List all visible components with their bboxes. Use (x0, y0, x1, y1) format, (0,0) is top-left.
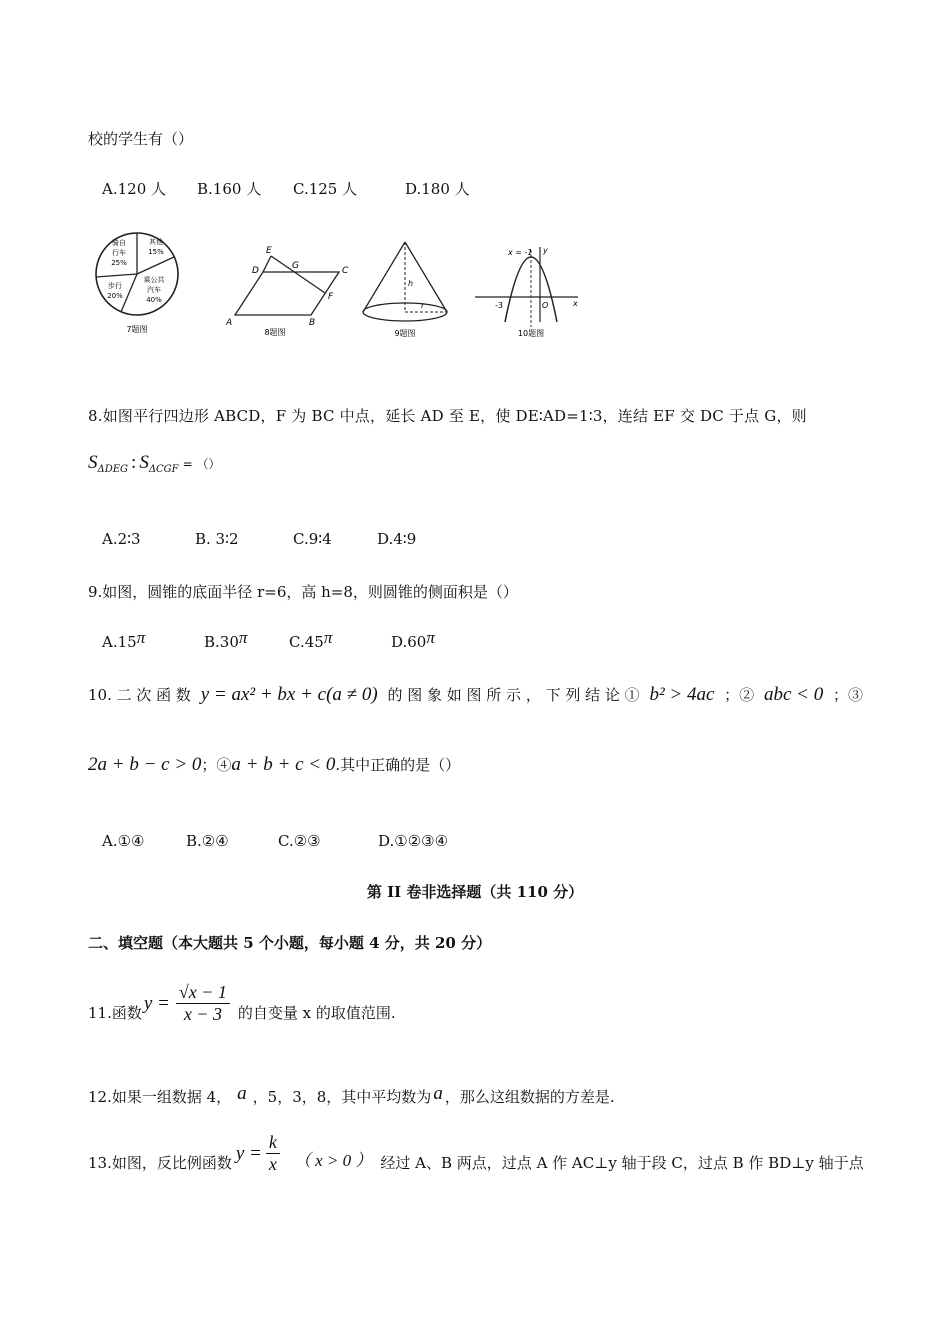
q10-line2 (88, 754, 460, 776)
q10-sep-2: ；② (724, 686, 755, 704)
q10-formula: y = ax² + bx + c(a ≠ 0) (200, 684, 378, 705)
pie-label-other-1: 其他 (149, 238, 163, 246)
q10-conclusion-1: b² > 4ac (649, 684, 715, 705)
pie-label-other-2: 15% (148, 248, 164, 256)
cone-figure (363, 242, 447, 338)
minus3-label: -3 (495, 301, 503, 310)
y-axis-label: y (543, 246, 548, 255)
q10-option-b: B.②④ (186, 832, 229, 850)
point-c: C (342, 266, 349, 276)
q11-denominator: x − 3 (183, 1004, 222, 1024)
q12-part2: ，5，3，8，其中平均数为 (252, 1088, 432, 1106)
question-continuation: 校的学生有（） (88, 130, 194, 148)
point-b: B (309, 318, 316, 328)
pie-label-walk-1: 步行 (108, 282, 122, 290)
q10-middle: 的 图 象 如 图 所 示 ， 下 列 结 论 ① (387, 686, 640, 704)
q13-lhs: y = (235, 1142, 262, 1164)
q8-colon: : (131, 452, 137, 473)
parallelogram-figure (225, 246, 349, 337)
q8-option-a: A.2∶3 (102, 530, 141, 548)
pie-label-bus-3: 40% (146, 296, 162, 304)
q7-option-d: D.180 人 (405, 180, 470, 198)
parallelogram-caption: 8题图 (264, 328, 286, 337)
pie-label-walk-2: 20% (107, 292, 123, 300)
q13-fraction (266, 1132, 280, 1175)
q8-ratio (88, 452, 221, 475)
q10-options (102, 832, 448, 850)
q8-option-c: C.9∶4 (293, 530, 332, 548)
q11-tail: 的自变量 x 的取值范围. (237, 1004, 396, 1022)
origin-label: O (542, 301, 549, 310)
q11-fraction (176, 982, 230, 1025)
q10-option-d: D.①②③④ (378, 832, 449, 850)
pi-symbol: π (238, 628, 248, 647)
q9-option-d: D.60π (391, 628, 435, 651)
q9-option-b: B.30π (204, 628, 248, 651)
q8-text: 8.如图平行四边形 ABCD，F 为 BC 中点，延长 AD 至 E，使 DE∶AD=1∶3，连结 EF 交 DC 于点 G，则 (88, 407, 807, 425)
q7-option-a: A.120 人 (102, 180, 166, 198)
point-g: G (292, 261, 299, 271)
q9-text: 9.如图，圆锥的底面半径 r=6，高 h=8，则圆锥的侧面积是（） (88, 583, 518, 601)
q10-tail: .其中正确的是（） (335, 756, 461, 774)
parabola-caption: 10题图 (517, 329, 545, 338)
pie-label-bus-2: 汽车 (147, 286, 161, 294)
q11-lhs: y = (143, 992, 170, 1014)
q12-part3: ，那么这组数据的方差是. (444, 1088, 615, 1106)
point-f: F (328, 292, 334, 302)
q12-variable-a: a (237, 1083, 247, 1104)
q8-option-d: D.4∶9 (377, 530, 417, 548)
q11 (88, 982, 396, 1025)
q10-sep-4: ；④ (201, 756, 232, 774)
q9-options (102, 628, 435, 651)
q10-conclusion-2: abc < 0 (763, 684, 824, 705)
q8-s1: S (88, 452, 98, 473)
q9-option-a: A.15π (102, 628, 146, 651)
point-a: A (226, 318, 233, 328)
q11-numerator: √x − 1 (176, 982, 230, 1004)
pi-symbol: π (323, 628, 333, 647)
q13-denominator: x (268, 1154, 277, 1174)
q11-prefix: 11.函数 (88, 1004, 142, 1022)
pie-label-bike-1: 骑自 (112, 239, 126, 247)
q13-prefix: 13.如图，反比例函数 (88, 1154, 232, 1172)
pie-label-bus-1: 乘公共 (143, 276, 165, 284)
x-axis-label: x (573, 299, 578, 308)
q10-option-a: A.①④ (102, 832, 145, 850)
q10-prefix: 10. 二 次 函 数 (88, 686, 191, 704)
q8-ratio-tail: = （） (182, 457, 221, 471)
q7-options (102, 178, 470, 199)
q8-options (102, 530, 416, 548)
q12-variable-a: a (433, 1083, 443, 1104)
section-title: 第 II 卷非选择题（共 110 分） (366, 883, 584, 901)
parabola-axis-label: x = -1 (508, 248, 533, 257)
pie-label-bike-3: 25% (111, 259, 127, 267)
pi-symbol: π (136, 628, 146, 647)
q13-tail: 经过 A、B 两点，过点 A 作 AC⊥y 轴于段 C，过点 B 作 BD⊥y 轴于点 (380, 1154, 864, 1172)
pie-figure (96, 233, 178, 334)
pie-caption: 7题图 (126, 325, 148, 334)
point-e: E (266, 246, 272, 256)
q10-conclusion-3: 2a + b − c > 0 (88, 754, 202, 775)
q7-option-b: B.160 人 (197, 180, 262, 198)
q13 (88, 1132, 864, 1175)
q8-sub1: ΔDEG (97, 464, 129, 475)
q10-conclusion-4: a + b + c < 0 (231, 754, 336, 775)
pi-symbol: π (426, 628, 435, 647)
cone-r-label: r (421, 301, 425, 310)
q12-part1: 12.如果一组数据 4， (88, 1088, 232, 1106)
q12 (88, 1083, 615, 1107)
q7-option-c: C.125 人 (293, 180, 358, 198)
parabola-figure (475, 246, 578, 338)
cone-caption: 9题图 (394, 329, 416, 338)
cone-h-label: h (408, 279, 414, 288)
figures-strip (85, 222, 595, 354)
q13-numerator: k (266, 1132, 280, 1154)
q8-sub2: ΔCGF (148, 464, 179, 475)
q13-condition: （ x > 0 ） (293, 1151, 373, 1170)
q9-option-c: C.45π (289, 628, 333, 651)
q8-s2: S (139, 452, 149, 473)
fill-in-heading: 二、填空题（本大题共 5 个小题，每小题 4 分，共 20 分） (88, 934, 492, 952)
q10-sep-3: ；③ (832, 686, 863, 704)
point-d: D (252, 266, 259, 276)
q8-option-b: B. 3∶2 (195, 530, 239, 548)
q10-option-c: C.②③ (278, 832, 321, 850)
pie-label-bike-2: 行车 (112, 249, 126, 257)
q10-line1 (88, 684, 863, 706)
